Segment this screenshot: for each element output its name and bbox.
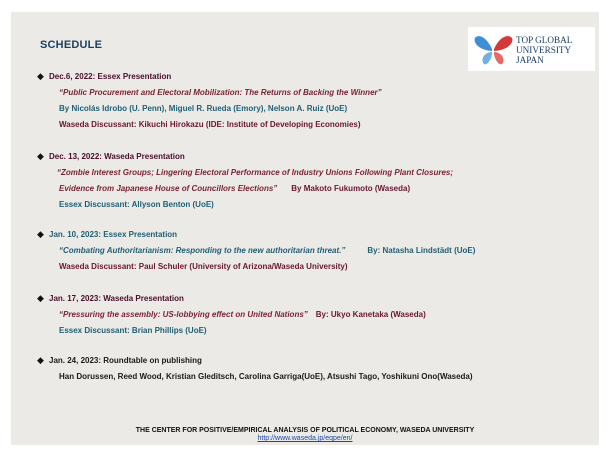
discussant: Waseda Discussant: Kikuchi Hirokazu (IDE: Institute of Developing Economies) — [59, 120, 361, 129]
schedule-item — [37, 226, 475, 275]
event-date-title: Jan. 17, 2023: Waseda Presentation — [49, 294, 184, 303]
logo-line-3: JAPAN — [516, 55, 544, 65]
footer — [11, 427, 599, 443]
diamond-bullet-icon: ◆ — [37, 71, 44, 81]
paper-title-line-1: “Zombie Interest Groups; Lingering Electoral Performance of Industry Unions Following Plant Closures; — [57, 168, 454, 177]
discussant: Essex Discussant: Allyson Benton (UoE) — [59, 200, 214, 209]
diamond-bullet-icon: ◆ — [37, 151, 44, 161]
schedule-item — [37, 290, 426, 339]
footer-organization: THE CENTER FOR POSITIVE/EMPIRICAL ANALYSIS OF POLITICAL ECONOMY, WASEDA UNIVERSITY — [135, 427, 475, 434]
event-date-title: Dec. 13, 2022: Waseda Presentation — [49, 152, 185, 161]
butterfly-icon — [472, 30, 516, 68]
discussant: Essex Discussant: Brian Phillips (UoE) — [59, 326, 207, 335]
logo-text — [516, 35, 592, 65]
event-date-title: Jan. 10, 2023: Essex Presentation — [49, 230, 178, 239]
participants: Han Dorussen, Reed Wood, Kristian Gleditsch, Carolina Garriga(UoE), Atsushi Tago, Yoshikuni Ono(Waseda) — [59, 372, 473, 381]
diamond-bullet-icon: ◆ — [37, 293, 44, 303]
authors: By Nicolás Idrobo (U. Penn), Miguel R. Rueda (Emory), Nelson A. Ruiz (UoE) — [59, 104, 348, 113]
diamond-bullet-icon: ◆ — [37, 355, 44, 365]
paper-title: “Pressuring the assembly: US-lobbying effect on United Nations” — [59, 310, 308, 319]
schedule-item — [37, 68, 382, 133]
diamond-bullet-icon: ◆ — [37, 229, 44, 239]
schedule-item — [37, 352, 473, 385]
paper-title-line-2: Evidence from Japanese House of Councillors Elections” — [59, 184, 278, 193]
paper-title: “Combating Authoritarianism: Responding to the new authoritarian threat.” — [59, 246, 346, 255]
paper-title: “Public Procurement and Electoral Mobilization: The Returns of Backing the Winner” — [59, 88, 382, 97]
event-date-title: Dec.6, 2022: Essex Presentation — [49, 72, 172, 81]
event-date-title: Jan. 24, 2023: Roundtable on publishing — [49, 356, 202, 365]
authors: By: Ukyo Kanetaka (Waseda) — [315, 310, 426, 319]
authors: By Makoto Fukumoto (Waseda) — [291, 184, 411, 193]
top-global-university-logo — [468, 27, 595, 71]
discussant: Waseda Discussant: Paul Schuler (University of Arizona/Waseda University) — [59, 262, 348, 271]
slide — [11, 12, 599, 445]
footer-url-link[interactable]: http://www.waseda.jp/eqpe/en/ — [257, 435, 353, 442]
page-title: SCHEDULE — [40, 39, 103, 51]
logo-line-1: TOP GLOBAL — [516, 35, 573, 45]
schedule-item — [37, 148, 453, 213]
logo-line-2: UNIVERSITY — [516, 45, 572, 55]
authors: By: Natasha Lindstädt (UoE) — [367, 246, 476, 255]
